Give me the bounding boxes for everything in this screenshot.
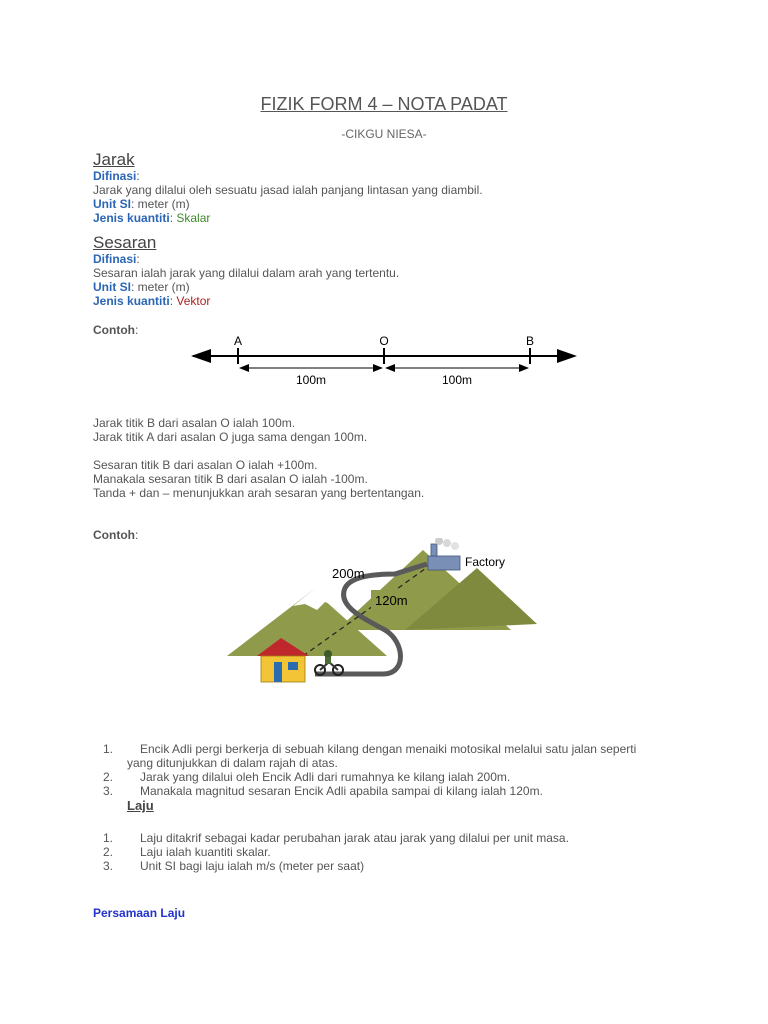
sesaran-unit-label: Unit SI (93, 280, 131, 294)
smoke-puff-2 (443, 539, 451, 547)
jarak-heading: Jarak (93, 150, 135, 169)
paragraph-1: Jarak titik B dari asalan O ialah 100m. (93, 416, 296, 430)
sesaran-type-row: Jenis kuantiti: Vektor (93, 294, 211, 308)
sesaran-def-row: Difinasi: (93, 252, 140, 266)
sesaran-def-text: Sesaran ialah jarak yang dilalui dalam arah yang tertentu. (93, 266, 400, 280)
list-text: Unit SI bagi laju ialah m/s (meter per saat) (140, 859, 365, 873)
list-text: Laju ditakrif sebagai kadar perubahan jarak atau jarak yang dilalui per unit masa. (140, 831, 569, 845)
list-number: 1. (103, 831, 114, 845)
list-number: 3. (103, 859, 114, 873)
house-window (288, 662, 298, 670)
jarak-type-label: Jenis kuantiti (93, 211, 170, 225)
sesaran-unit-value: meter (m) (137, 280, 190, 294)
example-label-2: Contoh (93, 528, 135, 542)
displacement-number-line (185, 332, 585, 390)
dim-ob-left-arrow (385, 364, 395, 372)
list-text: Jarak yang dilalui oleh Encik Adli dari rumahnya ke kilang ialah 200m. (140, 770, 511, 784)
jarak-unit-label: Unit SI (93, 197, 131, 211)
rider-body (325, 657, 331, 664)
example-label-1: Contoh (93, 323, 135, 337)
list-number: 2. (103, 770, 114, 784)
list-number: 1. (103, 742, 114, 756)
distance-ob-label: 100m (441, 373, 473, 387)
paragraph-5: Tanda + dan – menunjukkan arah sesaran yang bertentangan. (93, 486, 425, 500)
laju-heading: Laju (127, 798, 154, 813)
road-length-label: 200m (332, 566, 365, 581)
dim-ob-right-arrow (519, 364, 529, 372)
point-o-label: O (379, 334, 389, 348)
factory-label: Factory (465, 555, 506, 569)
jarak-type-value: Skalar (176, 211, 211, 225)
jarak-def-row: Difinasi: (93, 169, 140, 183)
distance-ao-label: 100m (295, 373, 327, 387)
page-title: FIZIK FORM 4 – NOTA PADAT (260, 94, 508, 114)
jarak-def-label: Difinasi (93, 169, 137, 183)
right-arrowhead (557, 349, 577, 363)
straight-length-label: 120m (375, 593, 408, 608)
list-text-cont: yang ditunjukkan di dalam rajah di atas. (127, 756, 338, 770)
sesaran-unit-row: Unit SI: meter (m) (93, 280, 190, 294)
author-line: -CIKGU NIESA- (341, 127, 427, 141)
dim-ao-left-arrow (239, 364, 249, 372)
example-row-1: Contoh: (93, 323, 139, 337)
list-text: Encik Adli pergi berkerja di sebuah kilang dengan menaiki motosikal melalui satu jalan seperti (140, 742, 637, 756)
journey-illustration (225, 538, 545, 688)
jarak-unit-row: Unit SI: meter (m) (93, 197, 190, 211)
sesaran-def-label: Difinasi (93, 252, 137, 266)
persamaan-laju-heading: Persamaan Laju (93, 906, 186, 920)
jarak-type-row: Jenis kuantiti: Skalar (93, 211, 211, 225)
sesaran-heading: Sesaran (93, 233, 157, 252)
house-wall (261, 656, 305, 682)
factory-chimney (431, 544, 437, 556)
list-text: Manakala magnitud sesaran Encik Adli apabila sampai di kilang ialah 120m. (140, 784, 543, 798)
jarak-def-text: Jarak yang dilalui oleh sesuatu jasad ialah panjang lintasan yang diambil. (93, 183, 483, 197)
dim-ao-right-arrow (373, 364, 383, 372)
point-a-label: A (233, 334, 243, 348)
sesaran-type-value: Vektor (176, 294, 211, 308)
point-b-label: B (525, 334, 535, 348)
factory-building (428, 556, 460, 570)
list-number: 3. (103, 784, 114, 798)
house-door (274, 662, 282, 682)
paragraph-3: Sesaran titik B dari asalan O ialah +100m. (93, 458, 318, 472)
list-text: Laju ialah kuantiti skalar. (140, 845, 271, 859)
sesaran-type-label: Jenis kuantiti (93, 294, 170, 308)
jarak-unit-value: meter (m) (137, 197, 190, 211)
paragraph-2: Jarak titik A dari asalan O juga sama dengan 100m. (93, 430, 368, 444)
paragraph-4: Manakala sesaran titik B dari asalan O ialah -100m. (93, 472, 368, 486)
rider-head (324, 650, 332, 658)
list-number: 2. (103, 845, 114, 859)
smoke-puff-3 (451, 542, 459, 550)
left-arrowhead (191, 349, 211, 363)
example-row-2: Contoh: (93, 528, 139, 542)
